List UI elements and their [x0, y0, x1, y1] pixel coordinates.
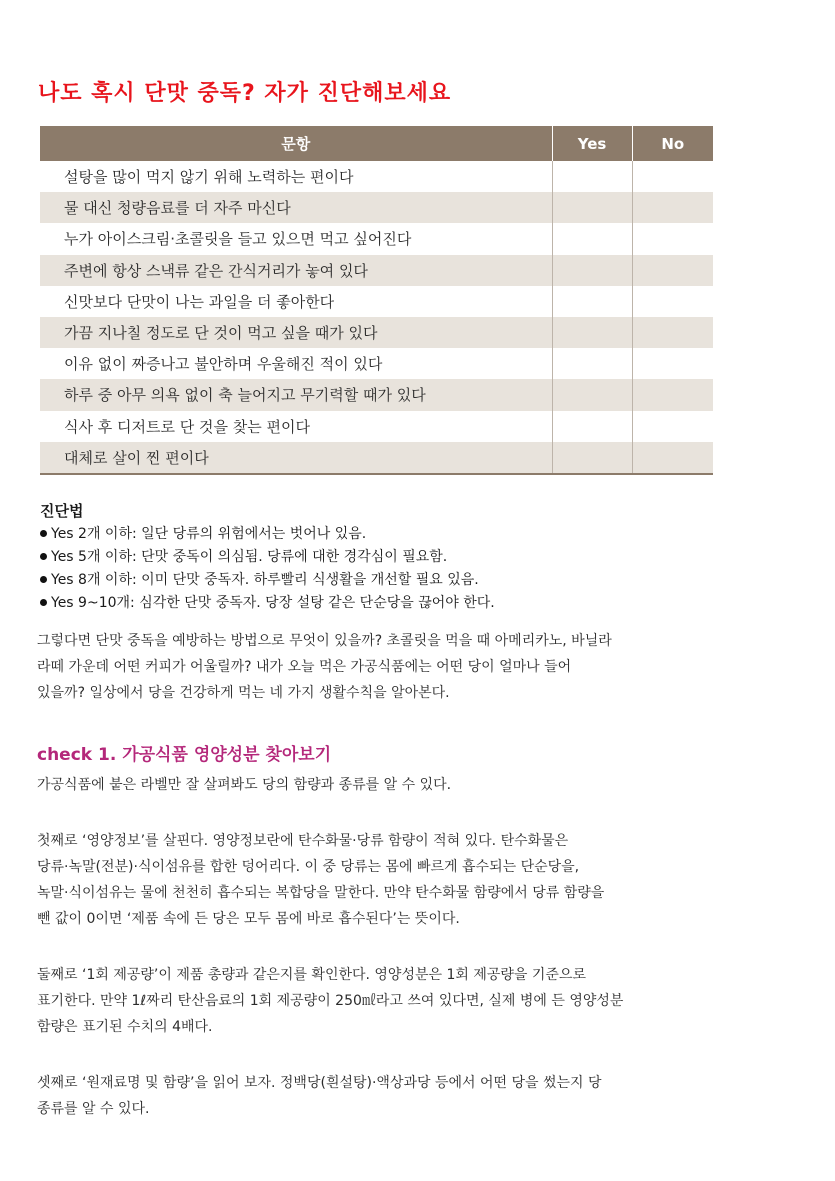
- yes-cell[interactable]: [552, 411, 632, 442]
- text-line: 표기한다. 만약 1ℓ짜리 탄산음료의 1회 제공량이 250㎖라고 쓰여 있다면, 실제 병에 든 영양성분: [37, 993, 624, 1009]
- diagnosis-text: Yes 2개 이하: 일단 당류의 위험에서는 벗어나 있음.: [51, 526, 367, 542]
- yes-cell[interactable]: [552, 348, 632, 379]
- no-cell[interactable]: [632, 255, 713, 286]
- no-cell[interactable]: [632, 379, 713, 410]
- yes-cell[interactable]: [552, 255, 632, 286]
- question-cell: 물 대신 청량음료를 더 자주 마신다: [40, 192, 552, 223]
- text-line: 당류·녹말(전분)·식이섬유를 합한 덩어리다. 이 중 당류는 몸에 빠르게 흡수되는 단순당을,: [37, 859, 580, 875]
- intro-paragraph: [37, 628, 612, 706]
- diagnosis-list: [40, 523, 495, 615]
- table-row: [40, 379, 713, 410]
- table-row: [40, 192, 713, 223]
- no-cell[interactable]: [632, 442, 713, 474]
- section-lead: [37, 772, 451, 798]
- list-item: [40, 592, 495, 615]
- question-cell: 대체로 살이 찐 편이다: [40, 442, 552, 474]
- bullet-icon: [40, 553, 47, 560]
- paragraph-third: [37, 1070, 602, 1122]
- yes-cell[interactable]: [552, 223, 632, 254]
- header-no: No: [632, 126, 713, 161]
- table-row: [40, 286, 713, 317]
- no-cell[interactable]: [632, 317, 713, 348]
- self-diagnosis-table: [40, 126, 713, 475]
- table-row: [40, 442, 713, 474]
- yes-cell[interactable]: [552, 317, 632, 348]
- question-cell: 주변에 항상 스낵류 같은 간식거리가 놓여 있다: [40, 255, 552, 286]
- text-line: 함량은 표기된 수치의 4배다.: [37, 1019, 213, 1035]
- question-cell: 가끔 지나칠 정도로 단 것이 먹고 싶을 때가 있다: [40, 317, 552, 348]
- table-row: [40, 255, 713, 286]
- question-cell: 신맛보다 단맛이 나는 과일을 더 좋아한다: [40, 286, 552, 317]
- header-question: 문항: [40, 126, 552, 161]
- diagnosis-text: Yes 9~10개: 심각한 단맛 중독자. 당장 설탕 같은 단순당을 끊어야 한다.: [51, 595, 495, 611]
- list-item: [40, 569, 495, 592]
- question-cell: 이유 없이 짜증나고 불안하며 우울해진 적이 있다: [40, 348, 552, 379]
- yes-cell[interactable]: [552, 286, 632, 317]
- list-item: [40, 523, 495, 546]
- no-cell[interactable]: [632, 348, 713, 379]
- question-cell: 설탕을 많이 먹지 않기 위해 노력하는 편이다: [40, 161, 552, 192]
- diagnosis-box: [40, 500, 495, 615]
- text-line: 라떼 가운데 어떤 커피가 어울릴까? 내가 오늘 먹은 가공식품에는 어떤 당이 얼마나 들어: [37, 659, 572, 675]
- text-line: 가공식품에 붙은 라벨만 잘 살펴봐도 당의 함량과 종류를 알 수 있다.: [37, 777, 452, 793]
- bullet-icon: [40, 599, 47, 606]
- question-cell: 누가 아이스크림·초콜릿을 들고 있으면 먹고 싶어진다: [40, 223, 552, 254]
- paragraph-first: [37, 828, 604, 932]
- yes-cell[interactable]: [552, 192, 632, 223]
- diagnosis-heading: 진단법: [40, 502, 84, 520]
- yes-cell[interactable]: [552, 442, 632, 474]
- bullet-icon: [40, 530, 47, 537]
- yes-cell[interactable]: [552, 379, 632, 410]
- table-row: [40, 223, 713, 254]
- diagnosis-text: Yes 5개 이하: 단맛 중독이 의심됨. 당류에 대한 경각심이 필요함.: [51, 549, 448, 565]
- table-row: [40, 411, 713, 442]
- paragraph-second: [37, 962, 623, 1040]
- table-row: [40, 348, 713, 379]
- page-title: 나도 혹시 단맛 중독? 자가 진단해보세요: [38, 81, 452, 106]
- no-cell[interactable]: [632, 411, 713, 442]
- no-cell[interactable]: [632, 161, 713, 192]
- header-yes: Yes: [552, 126, 632, 161]
- no-cell[interactable]: [632, 192, 713, 223]
- text-line: 둘째로 ‘1회 제공량’이 제품 총량과 같은지를 확인한다. 영양성분은 1회 제공량을 기준으로: [37, 967, 587, 983]
- no-cell[interactable]: [632, 286, 713, 317]
- text-line: 있을까? 일상에서 당을 건강하게 먹는 네 가지 생활수칙을 알아본다.: [37, 685, 450, 701]
- bullet-icon: [40, 576, 47, 583]
- diagnosis-text: Yes 8개 이하: 이미 단맛 중독자. 하루빨리 식생활을 개선할 필요 있음.: [51, 572, 479, 588]
- section-title: check 1. 가공식품 영양성분 찾아보기: [37, 745, 332, 765]
- text-line: 뺀 값이 0이면 ‘제품 속에 든 당은 모두 몸에 바로 흡수된다’는 뜻이다.: [37, 911, 460, 927]
- text-line: 그렇다면 단맛 중독을 예방하는 방법으로 무엇이 있을까? 초콜릿을 먹을 때 아메리카노, 바닐라: [37, 633, 612, 649]
- question-cell: 식사 후 디저트로 단 것을 찾는 편이다: [40, 411, 552, 442]
- text-line: 셋째로 ‘원재료명 및 함량’을 읽어 보자. 정백당(흰설탕)·액상과당 등에서 어떤 당을 썼는지 당: [37, 1075, 602, 1091]
- table-row: [40, 317, 713, 348]
- text-line: 종류를 알 수 있다.: [37, 1101, 150, 1117]
- list-item: [40, 546, 495, 569]
- no-cell[interactable]: [632, 223, 713, 254]
- question-cell: 하루 중 아무 의욕 없이 축 늘어지고 무기력할 때가 있다: [40, 379, 552, 410]
- table-header-row: [40, 126, 713, 161]
- text-line: 첫째로 ‘영양정보’를 살핀다. 영양정보란에 탄수화물·당류 함량이 적혀 있다. 탄수화물은: [37, 833, 569, 849]
- text-line: 녹말·식이섬유는 물에 천천히 흡수되는 복합당을 말한다. 만약 탄수화물 함량에서 당류 함량을: [37, 885, 605, 901]
- table-row: [40, 161, 713, 192]
- yes-cell[interactable]: [552, 161, 632, 192]
